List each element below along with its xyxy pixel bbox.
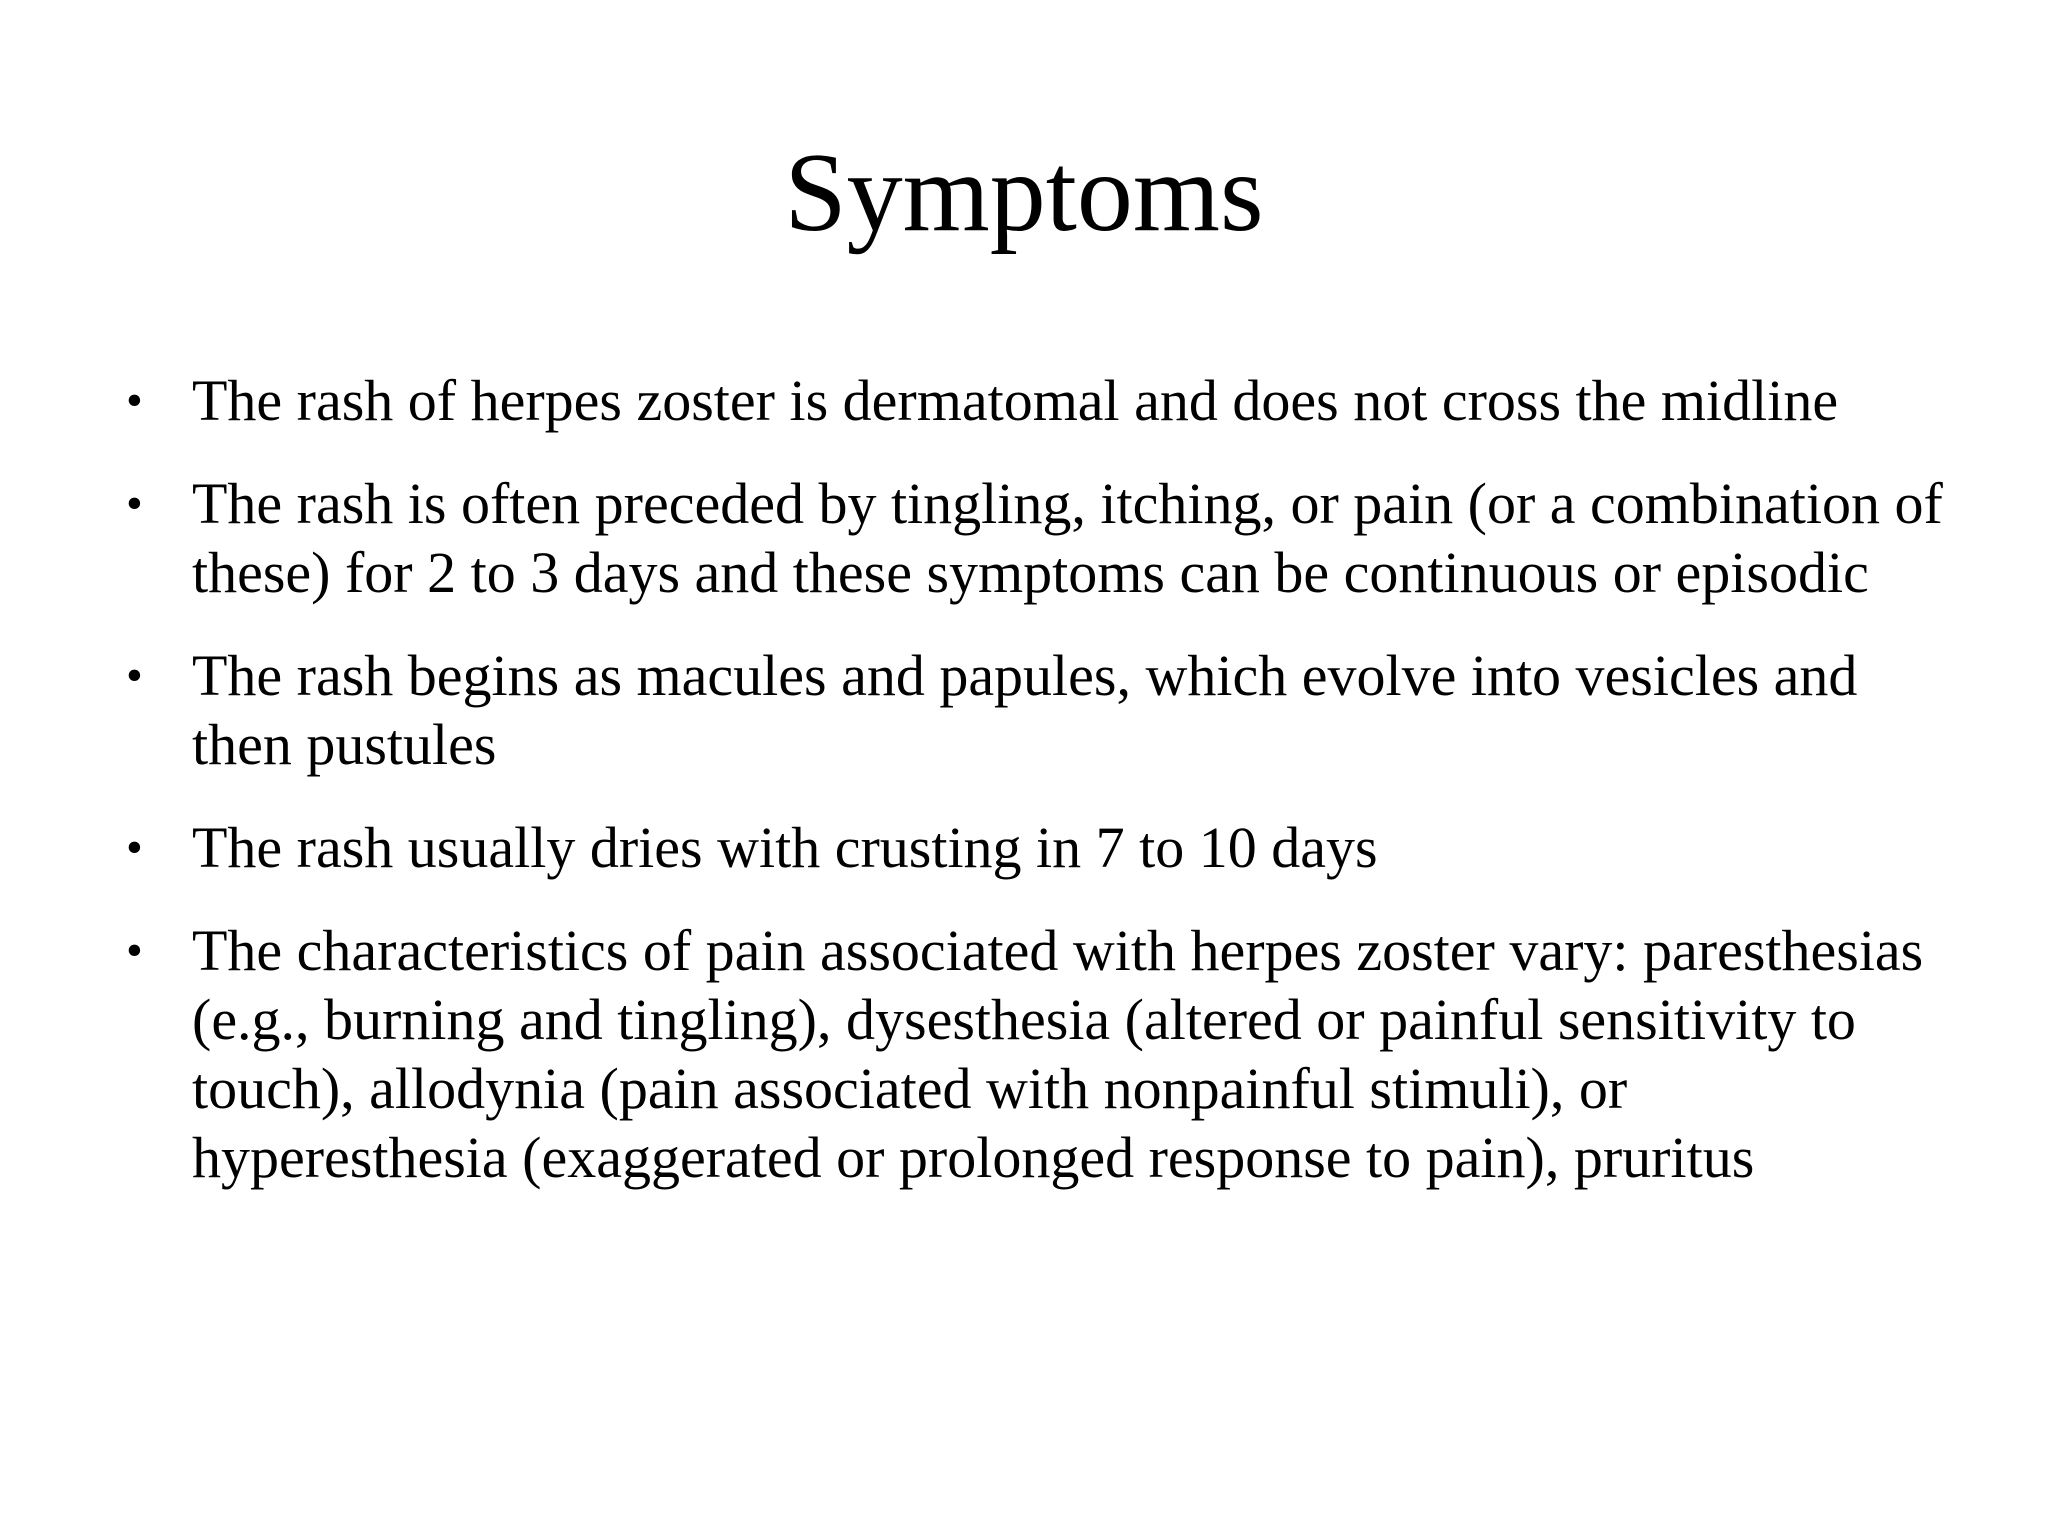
bullet-item [114, 469, 1944, 607]
bullet-text: The rash begins as macules and papules, which evolve into vesicles and then pustules [192, 643, 1858, 777]
slide-title: Symptoms [784, 131, 1264, 255]
bullet-item [114, 813, 1944, 882]
bullet-text: The rash of herpes zoster is dermatomal and does not cross the midline [192, 368, 1839, 433]
bullet-list [114, 366, 1944, 1226]
bullet-marker: • [126, 924, 143, 977]
bullet-item [114, 641, 1944, 779]
bullet-marker: • [126, 477, 143, 530]
bullet-item [114, 916, 1944, 1192]
bullet-marker: • [126, 649, 143, 702]
bullet-marker: • [126, 821, 143, 874]
bullet-text: The characteristics of pain associated with herpes zoster vary: paresthesias (e.g., burning and tingling), dysesthesia (altered or painful sensitivity to touch), allodynia (pain associated with nonpainful stimuli), or hyperesthesia (exaggerated or prolonged response to pain), pruritus [192, 918, 1924, 1190]
bullet-text: The rash is often preceded by tingling, itching, or pain (or a combination of these) for 2 to 3 days and these symptoms can be continuous or episodic [192, 471, 1943, 605]
bullet-marker: • [126, 374, 143, 427]
bullet-text: The rash usually dries with crusting in 7 to 10 days [192, 815, 1378, 880]
bullet-item [114, 366, 1944, 435]
